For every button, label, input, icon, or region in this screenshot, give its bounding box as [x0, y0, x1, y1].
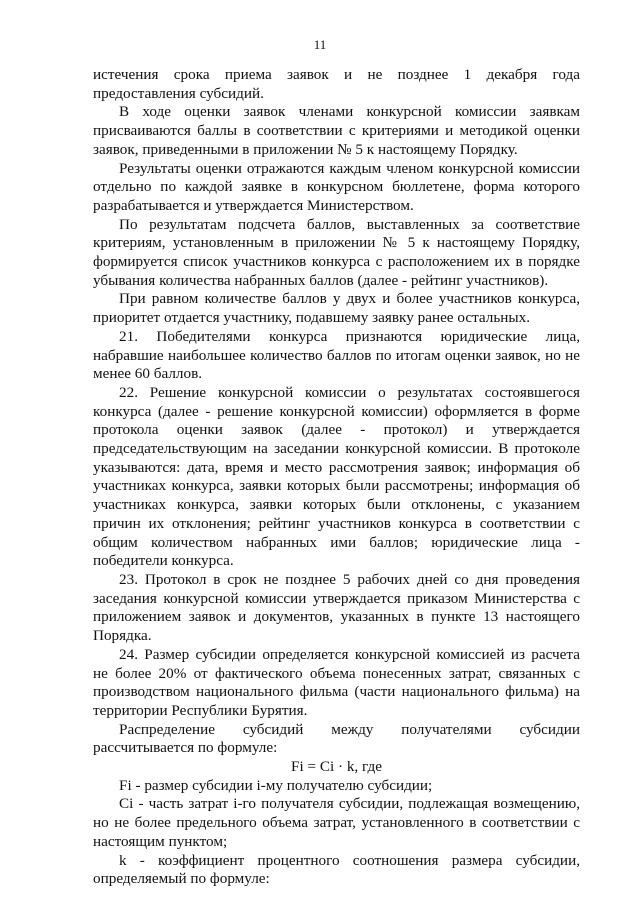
- paragraph-assessment: В ходе оценки заявок членами конкурсной комиссии заявкам присваиваются баллы в соответствии с критериями и методикой оценки заявок, приведенными в приложении № 5 к настоящему Порядку.: [93, 103, 580, 158]
- document-body: [93, 66, 580, 889]
- page-number: 11: [313, 37, 327, 52]
- paragraph-tie-priority: При равном количестве баллов у двух и более участников конкурса, приоритет отдается участнику, подавшему заявку ранее остальных.: [93, 290, 580, 327]
- clause-22: 22. Решение конкурсной комиссии о результатах состоявшегося конкурса (далее - решение конкурсной комиссии) оформляется в форме протокола оценки заявок (далее - протокол) и утверждается председательствующим на заседании конкурсной комиссии. В протоколе указываются: дата, время и место рассмотрения заявок; информация об участниках конкурса, заявки которых были рассмотрены; информация об участниках конкурса, заявки которых были отклонены, с указанием причин их отклонения; рейтинг участников конкурса в соответствии с общим количеством набранных ими баллов; юридические лица - победители конкурса.: [93, 383, 580, 570]
- formula: Fi = Ci · k, где: [291, 758, 382, 776]
- definition-ci: Ci - часть затрат i-го получателя субсидии, подлежащая возмещению, но не более предельного объема затрат, установленного в соответствии с настоящим пунктом;: [93, 795, 580, 850]
- paragraph-continuation: истечения срока приема заявок и не позднее 1 декабря года предоставления субсидий.: [93, 66, 580, 102]
- clause-24: 24. Размер субсидии определяется конкурсной комиссией из расчета не более 20% от фактического объема понесенных затрат, связанных с производством национального фильма (части национального фильма) на территории Республики Бурятия.: [93, 645, 580, 719]
- clause-21: 21. Победителями конкурса признаются юридические лица, набравшие наибольшее количество баллов по итогам оценки заявок, но не менее 60 баллов.: [93, 327, 580, 383]
- paragraph-distribution: Распределение субсидий между получателями субсидии рассчитывается по формуле:: [93, 720, 580, 757]
- clause-23: 23. Протокол в срок не позднее 5 рабочих дней со дня проведения заседания конкурсной комиссии утверждается приказом Министерства с приложением заявок и документов, указанных в пункте 13 настоящего Порядка.: [93, 570, 580, 645]
- definition-k: k - коэффициент процентного соотношения размера субсидии, определяемый по формуле:: [93, 851, 580, 888]
- paragraph-rating: По результатам подсчета баллов, выставленных за соответствие критериям, установленным в приложении № 5 к настоящему Порядку, формируется список участников конкурса с расположением их в порядке убывания количества набранных баллов (далее - рейтинг участников).: [93, 215, 580, 289]
- definition-fi: Fi - размер субсидии i-му получателю субсидии;: [119, 776, 433, 794]
- paragraph-ballot: Результаты оценки отражаются каждым членом конкурсной комиссии отдельно по каждой заявке в конкурсном бюллетене, форма которого разрабатывается и утверждается Министерством.: [93, 159, 580, 214]
